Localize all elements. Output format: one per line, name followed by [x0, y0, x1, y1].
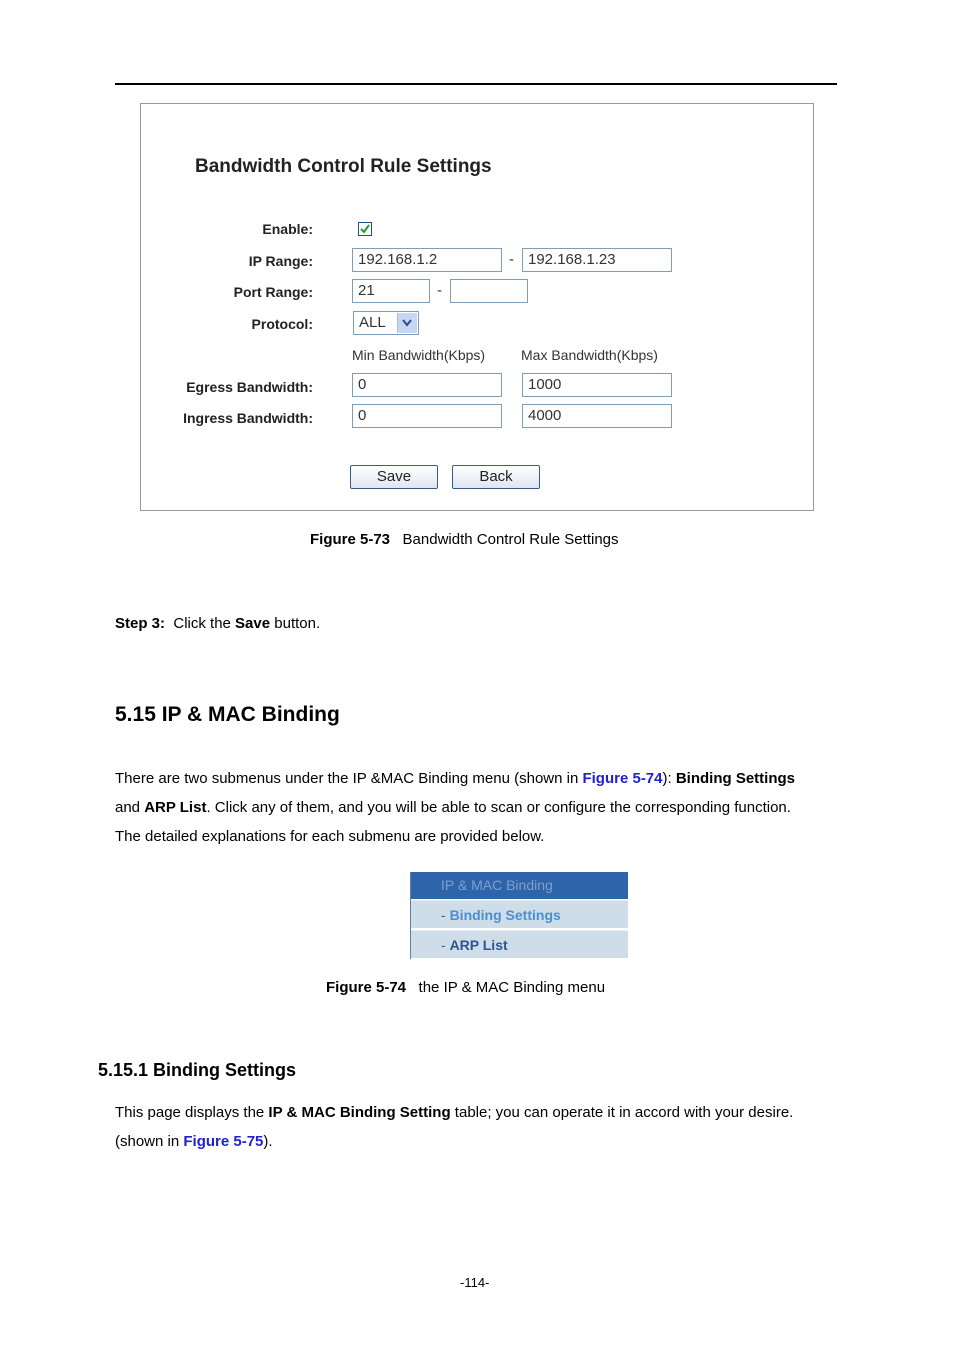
- save-button[interactable]: Save: [350, 465, 438, 489]
- section-5151-paragraph: [115, 1098, 855, 1156]
- figure-5-75-link[interactable]: Figure 5-75: [183, 1133, 264, 1150]
- text-run: table; you can operate it in accord with your desire.: [450, 1104, 794, 1121]
- menu-item-prefix: -: [441, 907, 450, 923]
- paragraph-line-1: [115, 1098, 855, 1127]
- port-range-label: Port Range:: [233, 284, 313, 300]
- ip-end-input[interactable]: 192.168.1.23: [522, 248, 672, 272]
- protocol-value: ALL: [359, 314, 386, 331]
- egress-label: Egress Bandwidth:: [186, 379, 313, 395]
- menu-item-label: ARP List: [449, 937, 508, 953]
- menu-header[interactable]: IP & MAC Binding: [411, 872, 628, 899]
- egress-min-input[interactable]: 0: [352, 373, 502, 397]
- paragraph-line-3: The detailed explanations for each submenu are provided below.: [115, 828, 545, 845]
- header-rule: [115, 83, 837, 85]
- port-end-input[interactable]: [450, 279, 528, 303]
- caption-text: the IP & MAC Binding menu: [418, 979, 606, 996]
- menu-item-prefix: -: [441, 937, 450, 953]
- text-bold: Binding Settings: [675, 770, 796, 787]
- section-heading-515: 5.15 IP & MAC Binding: [115, 703, 340, 726]
- paragraph-line-2: [115, 793, 855, 822]
- min-bandwidth-header: Min Bandwidth(Kbps): [352, 347, 486, 363]
- enable-checkbox[interactable]: [358, 222, 372, 236]
- text-bold: ARP List: [144, 799, 207, 816]
- ingress-label: Ingress Bandwidth:: [183, 410, 313, 426]
- protocol-label: Protocol:: [251, 316, 313, 332]
- paragraph-line-2: [115, 1127, 855, 1156]
- ip-range-dash: -: [509, 251, 514, 268]
- figure-5-74-link[interactable]: Figure 5-74: [582, 770, 663, 787]
- text-run: ).: [263, 1133, 273, 1150]
- text-run: ):: [662, 770, 676, 787]
- check-icon: [360, 224, 370, 234]
- figure-74-caption: [326, 979, 605, 996]
- protocol-select[interactable]: [353, 311, 419, 335]
- caption-number: Figure 5-74: [326, 979, 407, 996]
- page-number: -114-: [460, 1275, 490, 1290]
- egress-max-input[interactable]: 1000: [522, 373, 672, 397]
- ip-start-input[interactable]: 192.168.1.2: [352, 248, 502, 272]
- figure-73-caption: [310, 531, 619, 548]
- text-run: . Click any of them, and you will be able to scan or configure the corresponding function.: [206, 799, 791, 816]
- back-button[interactable]: Back: [452, 465, 540, 489]
- text-run: and: [115, 799, 145, 816]
- paragraph-line-1: [115, 764, 855, 793]
- caption-number: Figure 5-73: [310, 531, 391, 548]
- step-text-pre: Click the: [173, 615, 236, 632]
- port-start-input[interactable]: 21: [352, 279, 430, 303]
- dropdown-button[interactable]: [397, 313, 417, 333]
- menu-item-binding-settings[interactable]: [411, 900, 628, 928]
- text-run: This page displays the: [115, 1104, 269, 1121]
- step-text-bold: Save: [235, 615, 271, 632]
- ingress-min-input[interactable]: 0: [352, 404, 502, 428]
- bandwidth-rule-screenshot: [140, 103, 814, 511]
- step-3: [115, 609, 320, 638]
- chevron-down-icon: [402, 319, 412, 327]
- menu-item-arp-list[interactable]: [411, 930, 628, 958]
- section-heading-5151: 5.15.1 Binding Settings: [98, 1060, 297, 1080]
- text-run: (shown in: [115, 1133, 184, 1150]
- section-515-paragraph: [115, 764, 855, 851]
- enable-label: Enable:: [262, 221, 313, 237]
- ip-mac-binding-menu: [410, 872, 628, 959]
- step-label: Step 3:: [115, 615, 166, 632]
- text-run: There are two submenus under the IP &MAC Binding menu (shown in: [115, 770, 583, 787]
- caption-text: Bandwidth Control Rule Settings: [402, 531, 619, 548]
- panel-title: Bandwidth Control Rule Settings: [195, 156, 492, 177]
- text-bold: IP & MAC Binding Setting: [268, 1104, 451, 1121]
- port-range-dash: -: [437, 282, 442, 299]
- step-text-post: button.: [270, 615, 321, 632]
- ingress-max-input[interactable]: 4000: [522, 404, 672, 428]
- ip-range-label: IP Range:: [248, 253, 313, 269]
- menu-item-label: Binding Settings: [449, 907, 561, 923]
- max-bandwidth-header: Max Bandwidth(Kbps): [521, 347, 658, 363]
